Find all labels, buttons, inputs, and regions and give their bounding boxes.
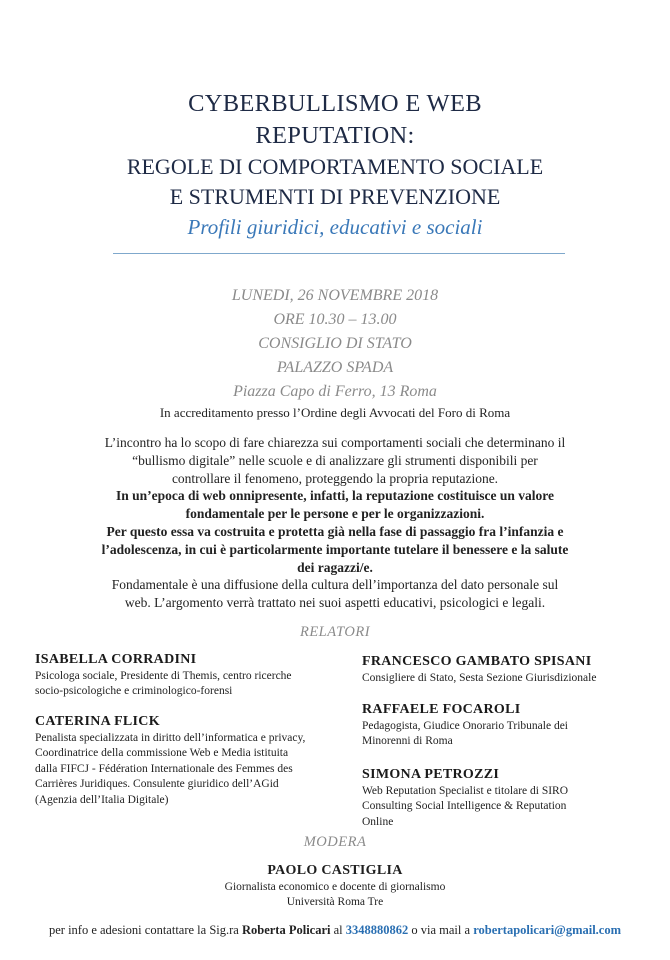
contact-name: Roberta Policari [241, 923, 331, 937]
contact-footer [0, 923, 670, 938]
speaker-role-line: Minorenni di Roma [362, 735, 453, 748]
footer-middle-2: o via mail a [408, 923, 474, 937]
event-address: Piazza Capo di Ferro, 13 Roma [233, 383, 437, 400]
moderator-role-line: Università Roma Tre [286, 896, 384, 909]
speaker-role-line: Psicologa sociale, Presidente di Themis, centro ricerche [35, 670, 292, 682]
speaker-focaroli [362, 701, 568, 750]
title-line-2: REPUTATION: [255, 122, 415, 149]
moderator-name: PAOLO CASTIGLIA [267, 863, 403, 878]
intro-line: Fondamentale è una diffusione della cultura dell’importanza del dato personale sul [111, 577, 559, 593]
moderator [0, 862, 670, 911]
intro-line-bold: In un’epoca di web onnipresente, infatti, la reputazione costituisce un valore [115, 488, 554, 504]
speaker-petrozzi [362, 766, 568, 830]
accreditation-note: In accreditamento presso l’Ordine degli Avvocati del Foro di Roma [159, 405, 511, 420]
phone-link[interactable]: 3348880862 [345, 923, 409, 937]
speaker-role-line: Coordinatrice della commissione Web e Media istituita [35, 747, 289, 760]
subtitle-line-1: REGOLE DI COMPORTAMENTO SOCIALE [126, 154, 544, 179]
speaker-role-line: socio-psicologiche e criminologico-forensi [35, 685, 233, 698]
speaker-role-line: (Agenzia dell’Italia Digitale) [35, 793, 169, 806]
modera-heading: MODERA [303, 834, 367, 850]
subtitle-line-2: E STRUMENTI DI PREVENZIONE [169, 184, 501, 209]
speaker-role-line: Pedagogista, Giudice Onorario Tribunale dei [362, 720, 569, 732]
speaker-role [35, 731, 305, 808]
intro-line: L’incontro ha lo scopo di fare chiarezza sui comportamenti sociali che determinano il [104, 435, 566, 450]
speaker-name: CATERINA FLICK [35, 714, 160, 729]
intro-line-bold: Per questo essa va costruita e protetta già nella fase di passaggio fra l’infanzia e [106, 523, 564, 539]
title-line-1: CYBERBULLISMO E WEB [188, 90, 482, 117]
relatori-heading: RELATORI [299, 624, 371, 640]
event-time: ORE 10.30 – 13.00 [273, 311, 397, 328]
intro-text [60, 434, 610, 612]
speaker-name: ISABELLA CORRADINI [35, 652, 197, 667]
intro-line: web. L’argomento verrà trattato nei suoi aspetti educativi, psicologici e legali. [124, 595, 546, 611]
event-building: PALAZZO SPADA [276, 359, 394, 376]
event-date: LUNEDI, 26 NOVEMBRE 2018 [231, 287, 439, 304]
intro-line-bold: l’adolescenza, in cui è particolarmente importante tutelare il benessere e la salute [101, 541, 569, 557]
event-details [0, 284, 670, 422]
intro-line-bold: dei ragazzi/e. [297, 559, 373, 575]
speaker-role-line: Penalista specializzata in diritto dell’informatica e privacy, [35, 732, 306, 744]
speaker-role-line: Carrières Juridiques. Consulente giuridico dell’AGid [35, 778, 279, 791]
email-link[interactable]: robertapolicari@gmail.com [473, 923, 622, 937]
speaker-role-line: Web Reputation Specialist e titolare di SIRO [362, 785, 569, 797]
divider [113, 253, 565, 254]
speaker-role [362, 671, 596, 686]
speaker-role-line: dalla FIFCJ - Fédération Internationale des Femmes des [35, 762, 293, 775]
speaker-role-line: Consigliere di Stato, Sesta Sezione Giurisdizionale [362, 672, 597, 684]
speaker-role [362, 784, 568, 830]
footer-prefix: per info e adesioni contattare la Sig.ra [48, 923, 242, 937]
speaker-name: SIMONA PETROZZI [362, 767, 500, 782]
footer-middle-1: al [330, 923, 346, 937]
speaker-role [362, 719, 568, 750]
title-block [60, 88, 610, 242]
speaker-name: RAFFAELE FOCAROLI [362, 702, 521, 717]
intro-line: controllare il fenomeno, proteggendo la propria reputazione. [171, 470, 499, 486]
event-venue: CONSIGLIO DI STATO [258, 335, 412, 352]
intro-line: “bullismo digitale” nelle scuole e di analizzare gli strumenti disponibili per [132, 452, 538, 468]
speaker-role-line: Consulting Social Intelligence & Reputation [362, 800, 567, 813]
intro-line-bold: fondamentale per le persone e per le organizzazioni. [185, 506, 485, 522]
speaker-name: FRANCESCO GAMBATO SPISANI [362, 654, 592, 669]
speaker-spisani [362, 653, 596, 686]
moderator-role-line: Giornalista economico e docente di giornalismo [224, 881, 446, 893]
tagline: Profili giuridici, educativi e sociali [187, 215, 483, 239]
speaker-role-line: Online [362, 815, 394, 828]
speaker-role [35, 669, 292, 700]
speaker-flick [35, 713, 305, 808]
speaker-corradini [35, 651, 292, 700]
